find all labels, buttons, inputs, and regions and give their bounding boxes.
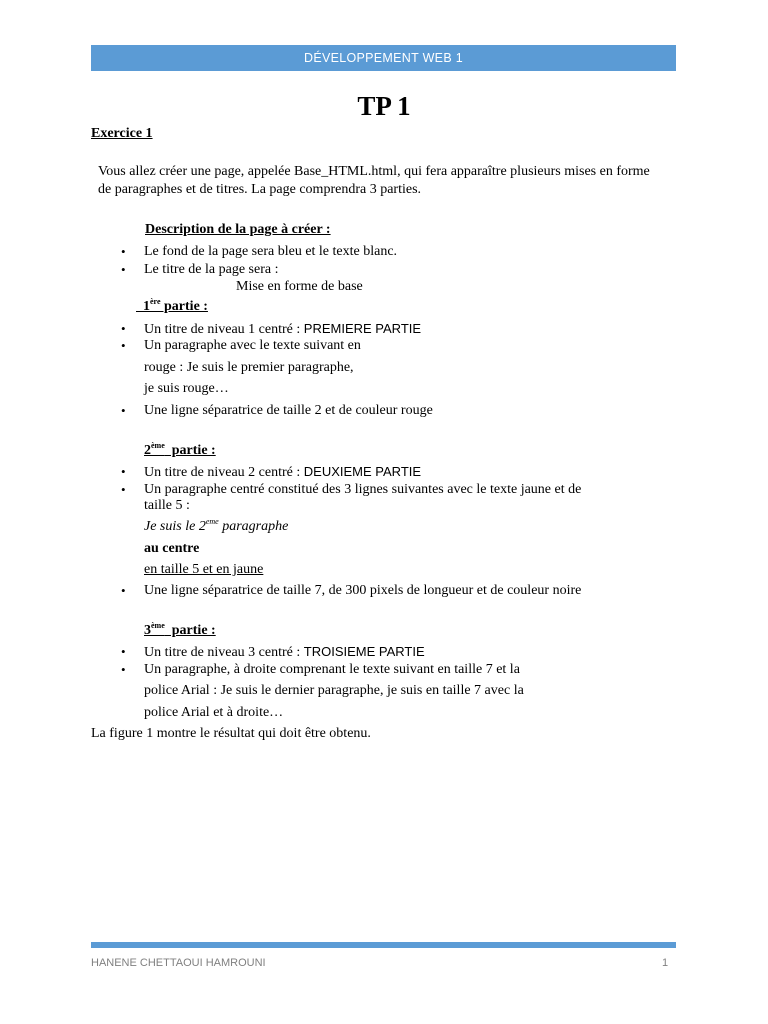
- part1-bullet-separator: • Une ligne séparatrice de taille 2 et de couleur rouge: [144, 402, 433, 420]
- footer-rule: [91, 942, 676, 948]
- part2-sup: ème: [151, 441, 165, 450]
- part3-bullet1-prefix: Un titre de niveau 3 centré :: [144, 645, 304, 660]
- part2-bullet1-value: DEUXIEME PARTIE: [303, 464, 422, 479]
- part2-bullet-paragraph-cont: taille 5 :: [144, 498, 190, 513]
- part2-italic-a: Je suis le 2: [144, 519, 206, 534]
- document-header: [91, 45, 676, 71]
- intro-paragraph: Vous allez créer une page, appelée Base_HTML.html, qui fera apparaître plusieurs mises en forme de paragraphes et de titres. La page comprendra 3 parties.: [98, 164, 650, 197]
- part2-italic-b: paragraphe: [218, 519, 289, 534]
- page-title-value: Mise en forme de base: [236, 279, 363, 294]
- part3-heading: [144, 622, 216, 640]
- bullet-page-title: • Le titre de la page sera :: [144, 261, 278, 279]
- part3-sup: ème: [151, 621, 165, 630]
- part1-line-a: rouge : Je suis le premier paragraphe,: [144, 360, 354, 375]
- part3-bullet-title: [144, 643, 425, 662]
- part2-heading: [144, 442, 216, 460]
- part1-num: 1: [143, 299, 150, 314]
- part2-bullet1-prefix: Un titre de niveau 2 centré :: [144, 465, 304, 480]
- part1-bullet1-value: PREMIERE PARTIE: [303, 321, 422, 336]
- part1-sup: ère: [150, 297, 161, 306]
- bullet-background: • Le fond de la page sera bleu et le texte blanc.: [144, 243, 397, 261]
- part2-bullet-paragraph: • Un paragraphe centré constitué des 3 lignes suivantes avec le texte jaune et de: [144, 481, 581, 499]
- part2-line-bold: au centre: [144, 541, 200, 556]
- part1-bullet1-prefix: Un titre de niveau 1 centré :: [144, 322, 304, 337]
- footer-author: HANENE CHETTAOUI HAMROUNI: [91, 957, 266, 969]
- part3-line-b: police Arial et à droite…: [144, 705, 284, 720]
- part3-bullet1-value: TROISIEME PARTIE: [303, 644, 425, 659]
- part1-heading: [136, 298, 208, 316]
- part2-line-italic: [144, 518, 288, 536]
- part3-num: 3: [144, 623, 151, 638]
- header-text: DÉVELOPPEMENT WEB 1: [304, 51, 463, 65]
- part3-line-a: police Arial : Je suis le dernier paragraphe, je suis en taille 7 avec la: [144, 683, 524, 698]
- part2-label: partie :: [164, 443, 216, 458]
- part2-italic-sup: eme: [205, 517, 219, 526]
- conclusion-text: La figure 1 montre le résultat qui doit être obtenu.: [91, 726, 371, 741]
- page-number: 1: [662, 957, 669, 969]
- description-heading: Description de la page à créer :: [145, 222, 331, 237]
- part1-bullet-paragraph: • Un paragraphe avec le texte suivant en: [144, 337, 361, 355]
- part3-label: partie :: [164, 623, 216, 638]
- part1-line-b: je suis rouge…: [144, 381, 229, 396]
- exercise-title: Exercice 1: [91, 126, 153, 141]
- part2-bullet-title: [144, 463, 421, 482]
- part1-label: partie :: [160, 299, 208, 314]
- part2-num: 2: [144, 443, 151, 458]
- part2-line-underline: en taille 5 et en jaune: [144, 562, 264, 577]
- document-title: TP 1: [357, 91, 411, 121]
- part3-bullet-paragraph: • Un paragraphe, à droite comprenant le texte suivant en taille 7 et la: [144, 661, 520, 679]
- part2-bullet-separator: • Une ligne séparatrice de taille 7, de 300 pixels de longueur et de couleur noire: [144, 582, 581, 600]
